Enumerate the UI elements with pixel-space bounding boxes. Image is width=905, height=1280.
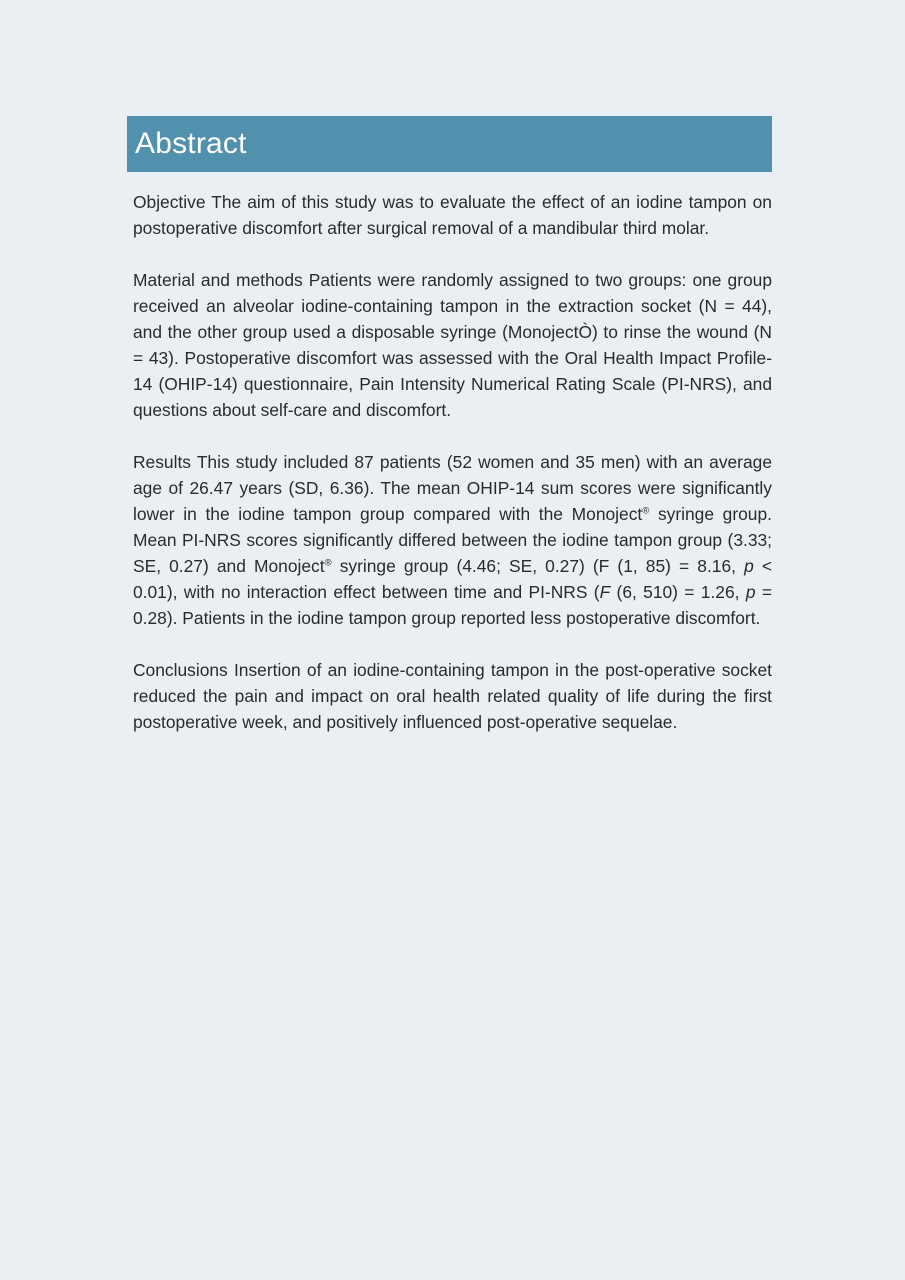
objective-paragraph <box>133 189 772 241</box>
results-text-1: This study included 87 patients (52 women and 35 men) with an average age of 26.47 years (SD, 6.36). The mean OHIP-14 sum scores were significantly lower in the iodine tampon group compared with the Monoject <box>133 452 772 524</box>
abstract-title: Abstract <box>135 127 247 160</box>
results-text-3: syringe group (4.46; SE, 0.27) (F (1, 85) = 8.16, <box>331 556 745 576</box>
methods-paragraph <box>133 267 772 423</box>
abstract-header <box>127 116 772 172</box>
results-paragraph <box>133 449 772 631</box>
objective-label: Objective <box>133 192 206 212</box>
registered-mark-2: ® <box>324 557 332 569</box>
results-label: Results <box>133 452 191 472</box>
registered-mark-1: ® <box>642 505 650 517</box>
results-text-2: syringe group. Mean PI-NRS scores significantly differed between the iodine tampon group (3.33; SE, 0.27) and Monoject <box>133 504 772 576</box>
p-symbol-2: p <box>745 582 756 602</box>
results-text-4: < 0.01), with no interaction effect between time and PI-NRS ( <box>133 556 772 602</box>
f-symbol: F <box>599 582 611 602</box>
objective-text: The aim of this study was to evaluate the effect of an iodine tampon on postoperative discomfort after surgical removal of a mandibular third molar. <box>133 192 772 238</box>
results-text-6: = 0.28). Patients in the iodine tampon group reported less postoperative discomfort. <box>133 582 772 628</box>
conclusions-paragraph <box>133 657 772 735</box>
conclusions-label: Conclusions <box>133 660 228 680</box>
results-text-5: (6, 510) = 1.26, <box>610 582 746 602</box>
methods-text: Patients were randomly assigned to two groups: one group received an alveolar iodine-containing tampon in the extraction socket (N = 44), and the other group used a disposable syringe (MonojectÒ) to rinse the wound (N = 43). Postoperative discomfort was assessed with the Oral Health Impact Profile-14 (OHIP-14) questionnaire, Pain Intensity Numerical Rating Scale (PI-NRS), and questions about self-care and discomfort. <box>133 270 772 420</box>
abstract-body <box>133 189 772 735</box>
conclusions-text: Insertion of an iodine-containing tampon in the post-operative socket reduced the pain and impact on oral health related quality of life during the first postoperative week, and positively influenced post-operative sequelae. <box>133 660 772 732</box>
p-symbol-1: p <box>744 556 754 576</box>
methods-label: Material and methods <box>133 270 303 290</box>
